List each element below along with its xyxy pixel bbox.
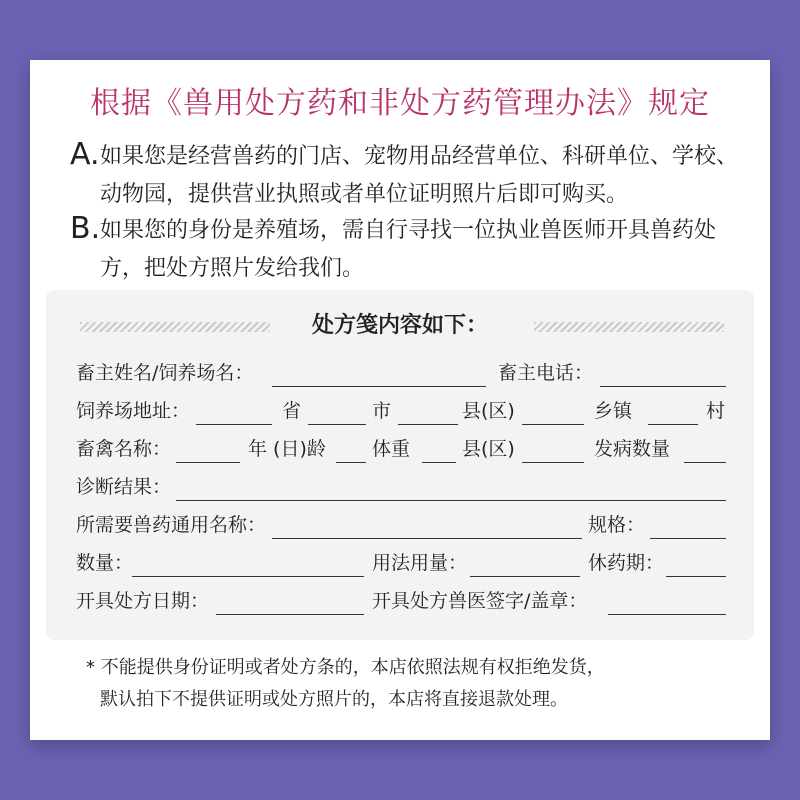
rule-b bbox=[70, 212, 750, 288]
weight-field[interactable] bbox=[422, 462, 456, 463]
signature-field[interactable] bbox=[608, 614, 726, 615]
usage-label: 用法用量： bbox=[372, 552, 468, 574]
date-field[interactable] bbox=[216, 614, 364, 615]
spec-label: 规格： bbox=[588, 514, 646, 536]
usage-field[interactable] bbox=[470, 576, 580, 577]
village-label: 村 bbox=[706, 400, 726, 422]
spec-field[interactable] bbox=[650, 538, 726, 539]
diagnosis-field[interactable] bbox=[176, 500, 726, 501]
age-field[interactable] bbox=[336, 462, 366, 463]
rule-b-letter: B. bbox=[70, 211, 101, 246]
rule-b-text: 如果您的身份是养殖场，需自行寻找一位执业兽医师开具兽药处方，把处方照片发给我们。 bbox=[100, 218, 717, 281]
quantity-field[interactable] bbox=[132, 576, 364, 577]
diagnosis-label: 诊断结果： bbox=[76, 476, 172, 498]
sick-count-label: 发病数量 bbox=[594, 438, 671, 460]
owner-name-field[interactable] bbox=[272, 386, 486, 387]
withdrawal-field[interactable] bbox=[666, 576, 726, 577]
form-row-diagnosis bbox=[76, 472, 726, 506]
sick-count-field[interactable] bbox=[684, 462, 726, 463]
province-label: 省 bbox=[282, 400, 302, 422]
county-label: 县(区) bbox=[462, 400, 515, 422]
age-label: 年 (日)龄 bbox=[248, 438, 326, 460]
village-field[interactable] bbox=[648, 424, 698, 425]
owner-name-label: 畜主姓名/饲养场名： bbox=[76, 362, 254, 384]
township-field[interactable] bbox=[522, 424, 584, 425]
form-row-animal bbox=[76, 434, 726, 468]
refund-notice bbox=[86, 652, 746, 716]
owner-phone-label: 畜主电话： bbox=[498, 362, 594, 384]
animal-name-label: 畜禽名称： bbox=[76, 438, 172, 460]
withdrawal-label: 休药期： bbox=[588, 552, 665, 574]
animal-name-field[interactable] bbox=[176, 462, 240, 463]
rule-a-text: 如果您是经营兽药的门店、宠物用品经营单位、科研单位、学校、动物园，提供营业执照或者单位证明照片后即可购买。 bbox=[100, 144, 739, 207]
owner-phone-field[interactable] bbox=[600, 386, 726, 387]
regulation-title: 根据《兽用处方药和非处方药管理办法》规定 bbox=[90, 86, 710, 121]
quantity-label: 数量： bbox=[76, 552, 134, 574]
form-row-date bbox=[76, 586, 726, 620]
township-label: 乡镇 bbox=[594, 400, 633, 422]
form-row-owner bbox=[76, 358, 726, 392]
prescription-notice-card bbox=[30, 60, 770, 740]
form-row-address bbox=[76, 396, 726, 430]
notice-line-2: 默认拍下不提供证明或处方照片的，本店将直接退款处理。 bbox=[100, 689, 568, 710]
county2-label: 县(区) bbox=[462, 438, 515, 460]
county-field[interactable] bbox=[398, 424, 458, 425]
rule-a bbox=[70, 138, 750, 214]
decorative-stripe-right bbox=[534, 322, 724, 332]
city-field[interactable] bbox=[308, 424, 366, 425]
city-label: 市 bbox=[372, 400, 392, 422]
signature-label: 开具处方兽医签字/盖章： bbox=[372, 590, 588, 612]
rule-a-letter: A. bbox=[70, 137, 100, 172]
province-field[interactable] bbox=[196, 424, 272, 425]
notice-line-1: * 不能提供身份证明或者处方条的，本店依照法规有权拒绝发货， bbox=[86, 657, 605, 678]
drug-name-label: 所需要兽药通用名称： bbox=[76, 514, 267, 536]
county2-field[interactable] bbox=[522, 462, 584, 463]
date-label: 开具处方日期： bbox=[76, 590, 210, 612]
form-heading: 处方笺内容如下： bbox=[311, 313, 488, 338]
drug-name-field[interactable] bbox=[272, 538, 582, 539]
weight-label: 体重 bbox=[372, 438, 411, 460]
form-row-drug bbox=[76, 510, 726, 544]
form-row-quantity bbox=[76, 548, 726, 582]
prescription-form bbox=[46, 290, 754, 640]
farm-address-label: 饲养场地址： bbox=[76, 400, 191, 422]
